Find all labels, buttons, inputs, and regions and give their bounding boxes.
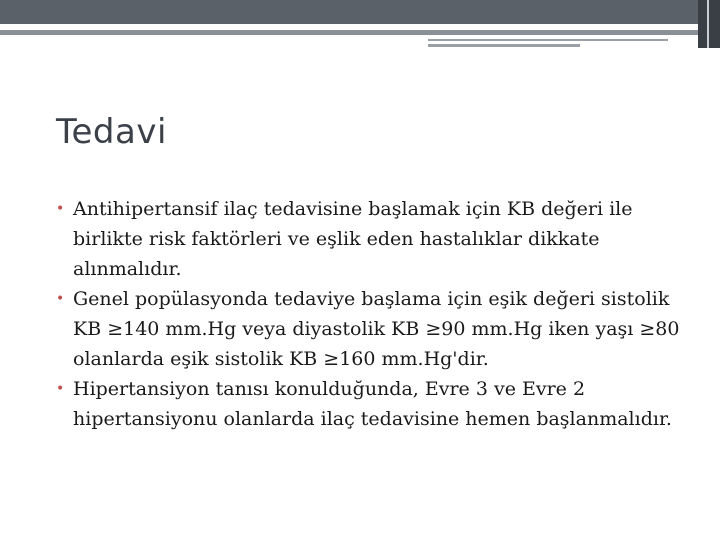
bullet-item-2 [56, 284, 686, 374]
corner-decorative-block [698, 0, 720, 48]
accent-line [0, 30, 698, 35]
bullet-text-2: Genel popülasyonda tedaviye başlama için eşik değeri sistolik KB ≥140 mm.Hg veya diyastolik KB ≥90 mm.Hg iken yaşı ≥80 olanlarda eşik sistolik KB ≥160 mm.Hg'dir. [73, 288, 680, 370]
accent-line-short [428, 39, 668, 41]
accent-line-shorter [428, 44, 580, 47]
bullet-text-1: Antihipertansif ilaç tedavisine başlamak için KB değeri ile birlikte risk faktörleri ve eşlik eden hastalıklar dikkate alınmalıdır. [73, 198, 633, 280]
top-decorative-bar [0, 0, 720, 24]
bullet-marker-icon: • [56, 201, 65, 217]
bullet-marker-icon: • [56, 291, 65, 307]
bullet-list [56, 194, 686, 434]
bullet-item-1 [56, 194, 686, 284]
bullet-text-3: Hipertansiyon tanısı konulduğunda, Evre 3 ve Evre 2 hipertansiyonu olanlarda ilaç tedavisine hemen başlanmalıdır. [73, 378, 672, 430]
corner-divider-line [707, 0, 709, 48]
bullet-item-3 [56, 374, 686, 434]
slide-title: Tedavi [56, 112, 167, 152]
bullet-marker-icon: • [56, 381, 65, 397]
